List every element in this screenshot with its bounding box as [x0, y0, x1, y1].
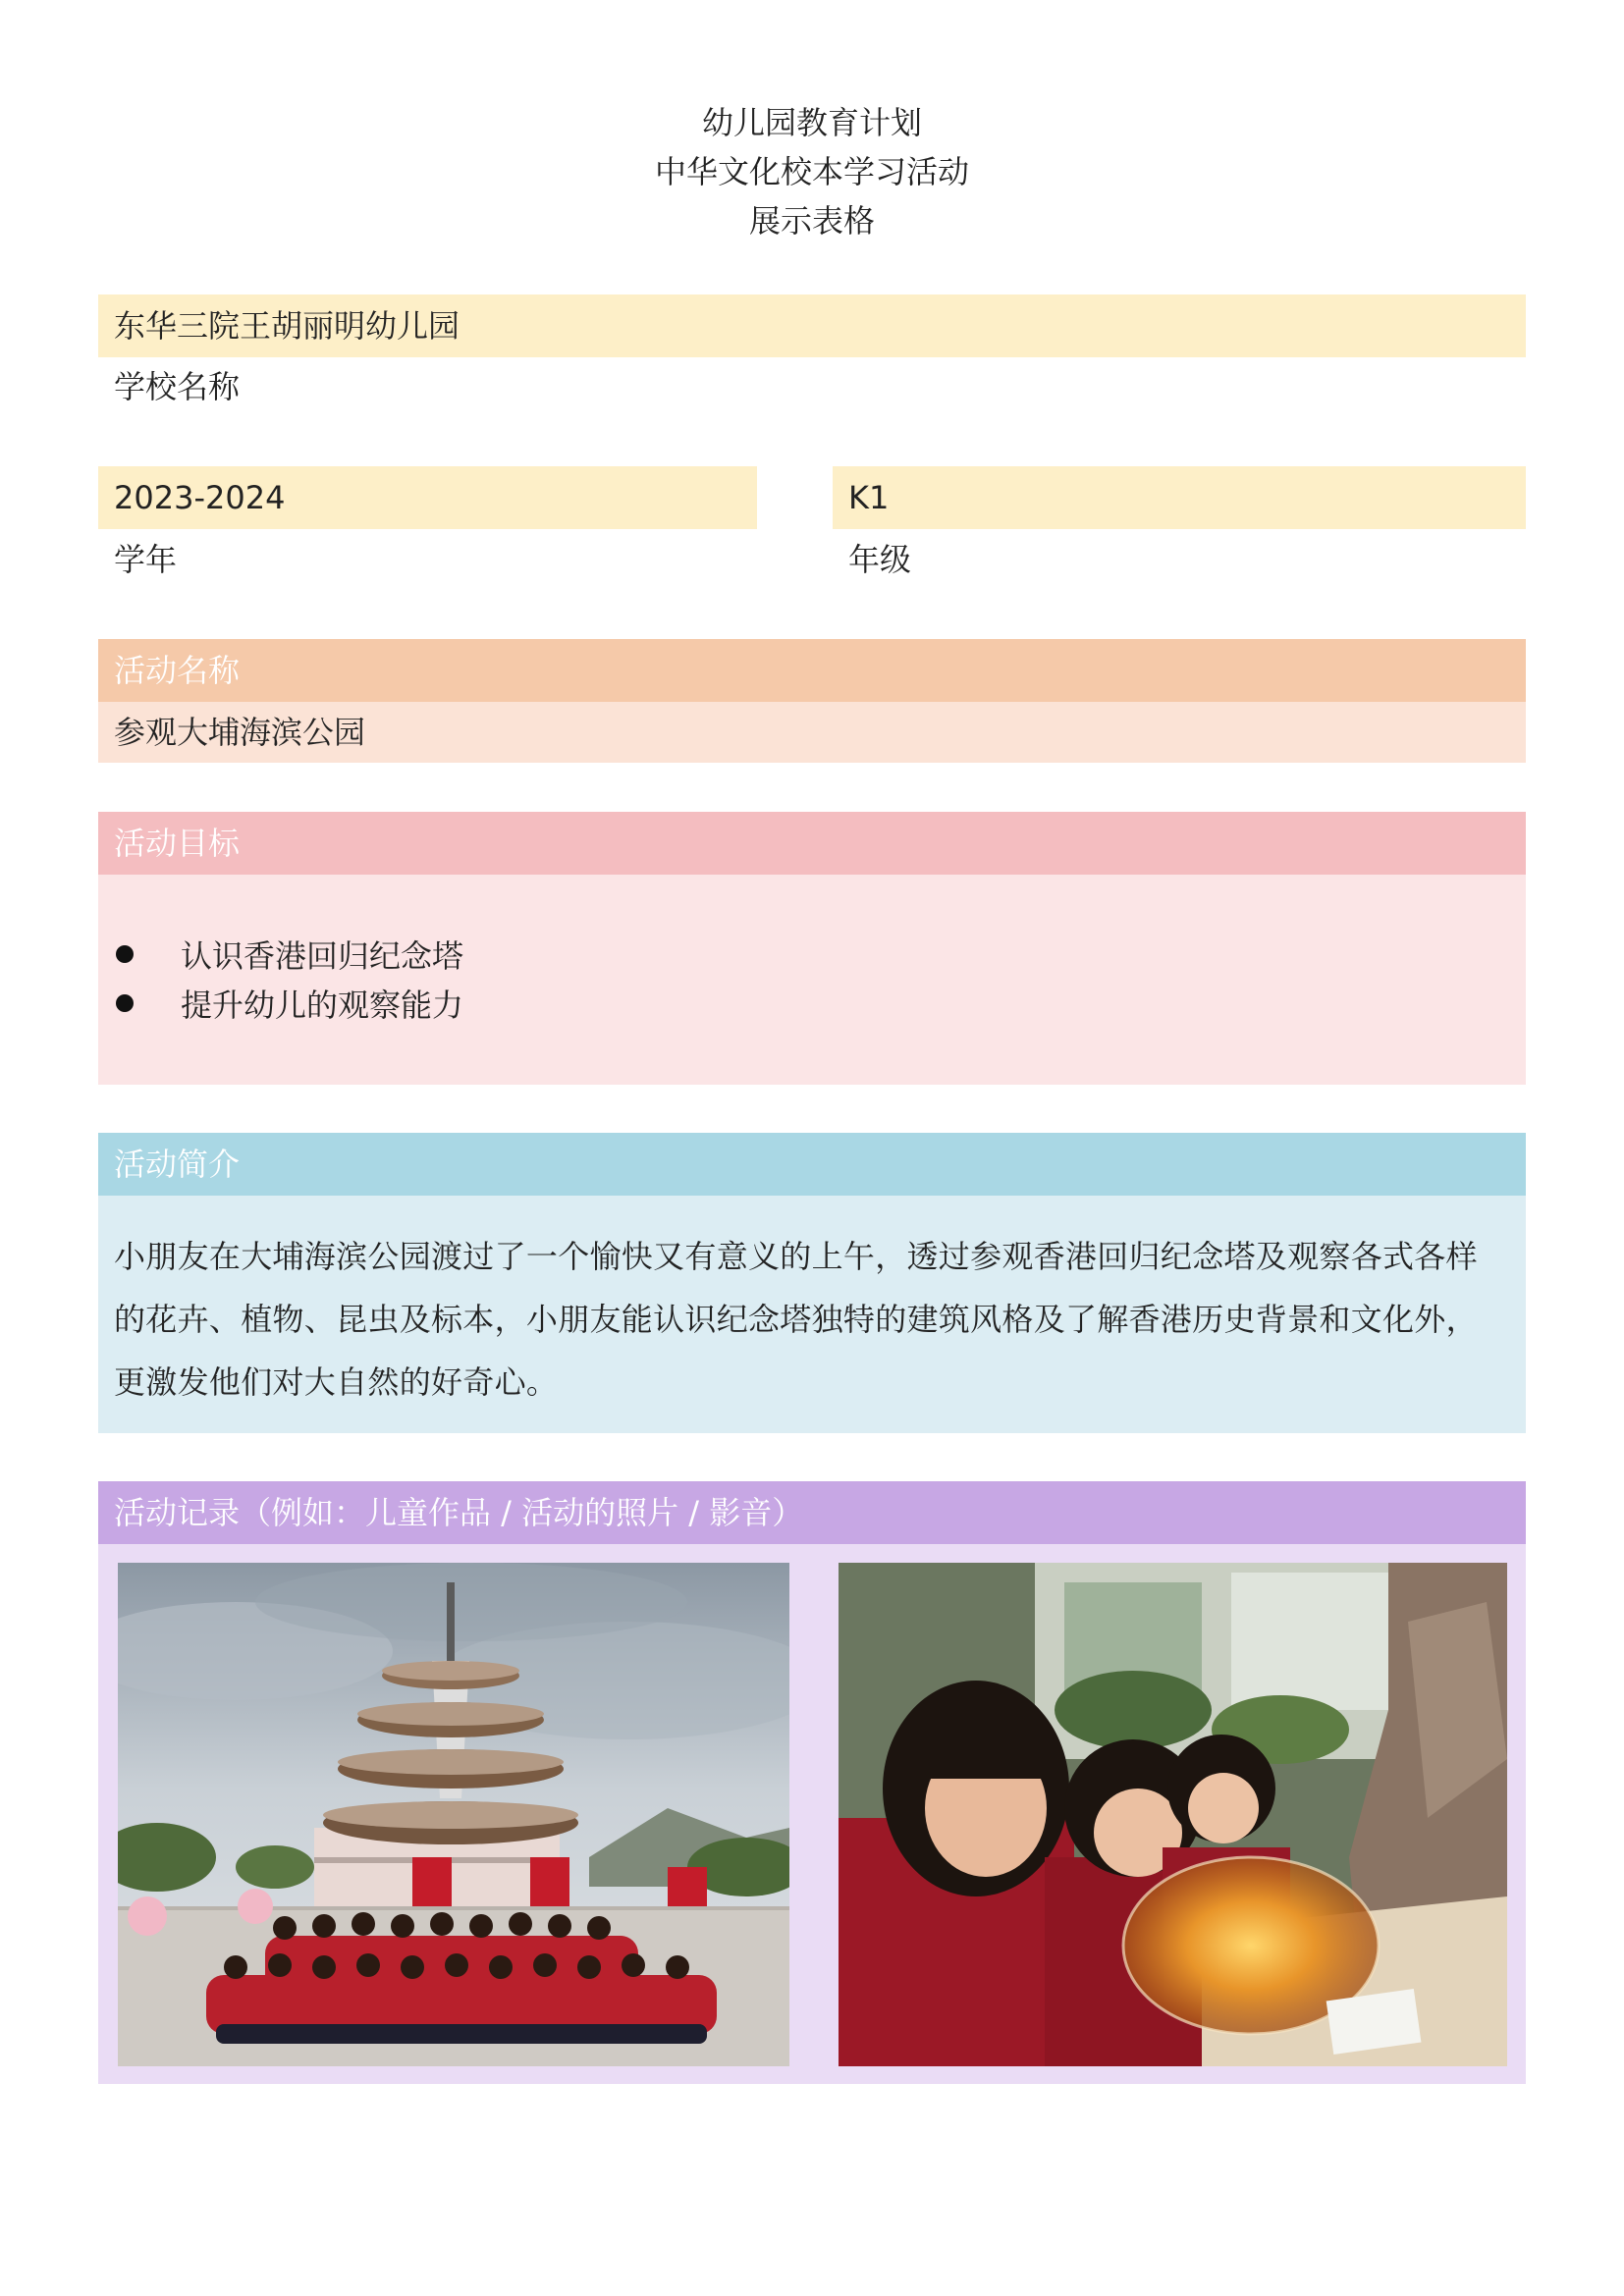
activity-intro-text: 小朋友在大埔海滨公园渡过了一个愉快又有意义的上午，透过参观香港回归纪念塔及观察各式各样的花卉、植物、昆虫及标本，小朋友能认识纪念塔独特的建筑风格及了解香港历史背景和文化外，更激发他们对大自然的好奇心。	[98, 1196, 1526, 1433]
activity-name-header: 活动名称	[98, 639, 1526, 702]
goal-item-text: 提升幼儿的观察能力	[181, 987, 464, 1024]
bullet-icon	[116, 945, 134, 963]
goal-item	[98, 930, 1526, 979]
school-name-label: 学校名称	[114, 368, 241, 405]
goal-item-text: 认识香港回归纪念塔	[181, 937, 464, 975]
activity-name-value: 参观大埔海滨公园	[98, 702, 1526, 763]
activity-goals-header: 活动目标	[98, 812, 1526, 875]
activity-goals-body	[98, 875, 1526, 1085]
photo-tower-group	[118, 1563, 789, 2066]
photo-children-terrarium	[839, 1563, 1507, 2066]
school-year-label: 学年	[114, 541, 178, 578]
bullet-icon	[116, 994, 134, 1012]
school-name-value: 东华三院王胡丽明幼儿园	[98, 294, 1526, 357]
title-line-2: 中华文化校本学习活动	[654, 153, 969, 190]
school-year-value: 2023-2024	[98, 466, 757, 529]
goal-item	[98, 979, 1526, 1028]
activity-record-header: 活动记录（例如：儿童作品 / 活动的照片 / 影音）	[98, 1481, 1526, 1544]
grade-value: K1	[833, 466, 1526, 529]
title-line-3: 展示表格	[748, 202, 875, 240]
title-line-1: 幼儿园教育计划	[701, 104, 922, 141]
document-title	[0, 98, 1624, 245]
activity-intro-header: 活动简介	[98, 1133, 1526, 1196]
grade-label: 年级	[848, 541, 912, 578]
